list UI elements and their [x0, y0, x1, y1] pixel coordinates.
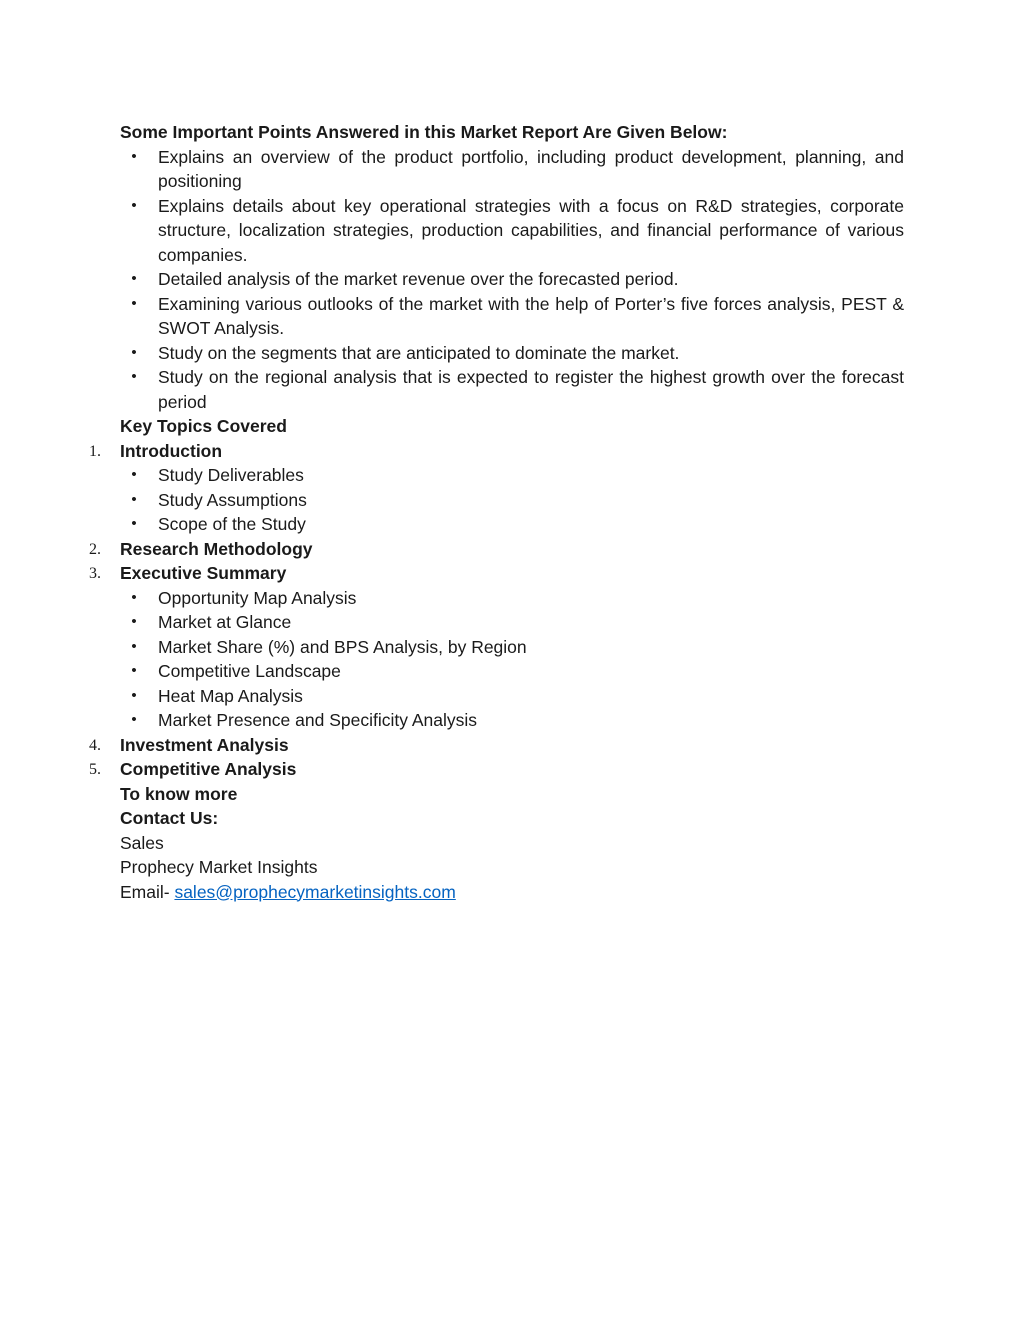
point-item: [0, 145, 904, 194]
subtopic-text: Heat Map Analysis: [158, 685, 303, 706]
point-item: [0, 267, 904, 292]
bullet-icon: •: [131, 270, 137, 287]
bullet-icon: •: [131, 637, 137, 655]
topic-title: Research Methodology: [120, 538, 313, 559]
topic-title: Investment Analysis: [120, 734, 289, 755]
topic-item: [0, 733, 904, 758]
point-item: [0, 292, 904, 341]
topic-item: [0, 561, 904, 586]
subtopic-item: [0, 463, 904, 488]
subtopic-item: [0, 635, 904, 660]
point-text: Explains an overview of the product portfolio, including product development, planning, and positioning: [158, 146, 904, 191]
topic-number: 2.: [89, 540, 101, 558]
point-item: [0, 194, 904, 268]
topic-number: 3.: [89, 565, 101, 582]
topic-item: [0, 757, 904, 782]
subtopic-item: [0, 708, 904, 733]
bullet-icon: •: [131, 515, 137, 532]
subtopic-text: Market at Glance: [158, 612, 292, 632]
subtopic-text: Market Presence and Specificity Analysis: [158, 710, 478, 730]
bullet-icon: •: [131, 588, 137, 606]
point-text: Study on the regional analysis that is expected to register the highest growth over the forecast period: [158, 367, 904, 412]
email-label: Email-: [120, 881, 175, 902]
contact-us-heading: Contact Us:: [120, 808, 219, 828]
subtopic-text: Study Assumptions: [158, 489, 307, 510]
point-text: Explains details about key operational strategies with a focus on R&D strategies, corporate structure, localization strategies, production capabilities, and financial performance of various companies.: [158, 195, 904, 265]
intro-heading: Some Important Points Answered in this Market Report Are Given Below:: [120, 122, 728, 142]
point-text: Detailed analysis of the market revenue over the forecasted period.: [158, 269, 679, 289]
contact-department: Sales: [120, 832, 164, 853]
subtopic-item: [0, 488, 904, 513]
bullet-icon: •: [131, 368, 137, 385]
bullet-icon: •: [131, 711, 137, 728]
subtopic-text: Scope of the Study: [158, 514, 306, 534]
contact-company: Prophecy Market Insights: [120, 857, 318, 877]
bullet-icon: •: [131, 686, 137, 704]
subtopic-item: [0, 586, 904, 611]
point-text: Study on the segments that are anticipated to dominate the market.: [158, 342, 680, 363]
subtopic-text: Competitive Landscape: [158, 661, 341, 681]
point-item: [0, 341, 904, 366]
contact-email-line: [0, 880, 904, 905]
bullet-icon: •: [131, 294, 137, 312]
document-page: [0, 120, 1024, 904]
subtopic-item: [0, 659, 904, 684]
topic-number: 4.: [89, 736, 101, 754]
bullet-icon: •: [131, 662, 137, 679]
subtopic-item: [0, 512, 904, 537]
point-item: [0, 365, 904, 414]
point-text: Examining various outlooks of the market with the help of Porter’s five forces analysis, PEST & SWOT Analysis.: [158, 293, 904, 338]
subtopic-text: Opportunity Map Analysis: [158, 587, 357, 608]
topic-item: [0, 439, 904, 464]
bullet-icon: •: [131, 343, 137, 361]
topics-heading: Key Topics Covered: [120, 416, 287, 436]
bullet-icon: •: [131, 613, 137, 630]
bullet-icon: •: [131, 490, 137, 508]
bullet-icon: •: [131, 196, 137, 214]
topic-title: Executive Summary: [120, 563, 287, 583]
email-link[interactable]: sales@prophecymarketinsights.com: [174, 881, 456, 902]
subtopic-item: [0, 610, 904, 635]
subtopic-text: Market Share (%) and BPS Analysis, by Region: [158, 636, 527, 657]
topic-title: Competitive Analysis: [120, 759, 297, 779]
topic-title: Introduction: [120, 440, 223, 461]
topic-number: 5.: [89, 761, 101, 778]
bullet-icon: •: [131, 466, 137, 483]
topic-number: 1.: [89, 442, 101, 460]
bullet-icon: •: [131, 147, 137, 165]
subtopic-item: [0, 684, 904, 709]
know-more-heading: To know more: [120, 783, 238, 804]
subtopic-text: Study Deliverables: [158, 465, 304, 485]
topic-item: [0, 537, 904, 562]
